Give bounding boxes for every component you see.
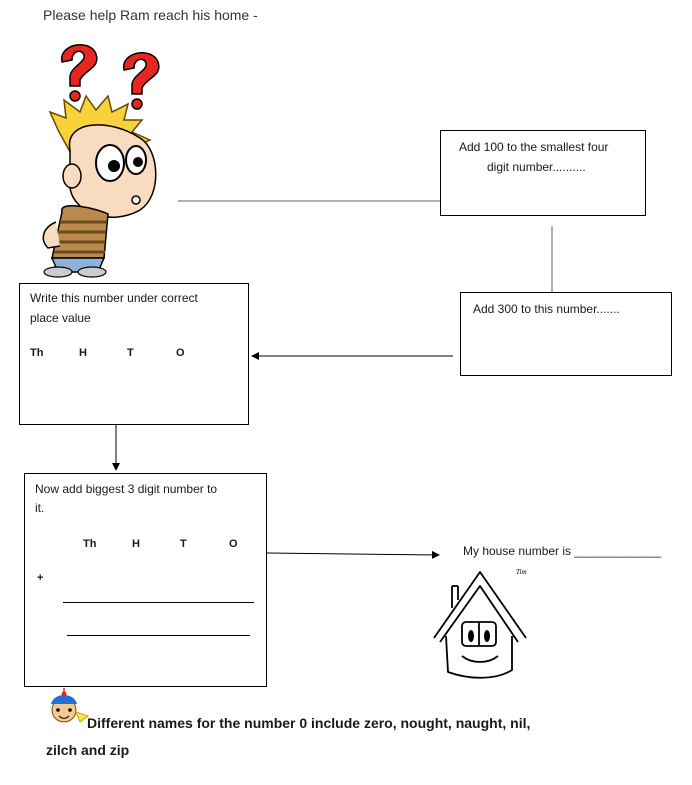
place-header-t: T — [127, 347, 134, 359]
sum-header-th: Th — [83, 538, 97, 550]
biggest-number-line2: it. — [35, 501, 45, 515]
sum-header-t: T — [180, 538, 187, 550]
place-header-h: H — [79, 347, 87, 359]
place-value-line2: place value — [30, 311, 91, 325]
house-signature: Tim — [516, 568, 527, 576]
biggest-number-line1: Now add biggest 3 digit number to — [35, 482, 218, 496]
sum-header-o: O — [229, 538, 238, 550]
house-number-label: My house number is _____________ — [463, 544, 662, 558]
place-value-line1: Write this number under correct — [30, 291, 198, 305]
place-header-o: O — [176, 347, 185, 359]
fun-fact-line1: Different names for the number 0 include zero, nought, naught, nil, — [87, 715, 531, 731]
worksheet-heading: Please help Ram reach his home - — [43, 7, 258, 23]
place-header-th: Th — [30, 347, 44, 359]
sum-header-h: H — [132, 538, 140, 550]
fun-fact-line2: zilch and zip — [46, 742, 130, 758]
smallest-number-line1: Add 100 to the smallest four — [459, 140, 609, 154]
smallest-number-line2: digit number.......... — [487, 160, 586, 174]
add-300-text: Add 300 to this number....... — [473, 302, 620, 316]
plus-sign: + — [37, 572, 44, 584]
